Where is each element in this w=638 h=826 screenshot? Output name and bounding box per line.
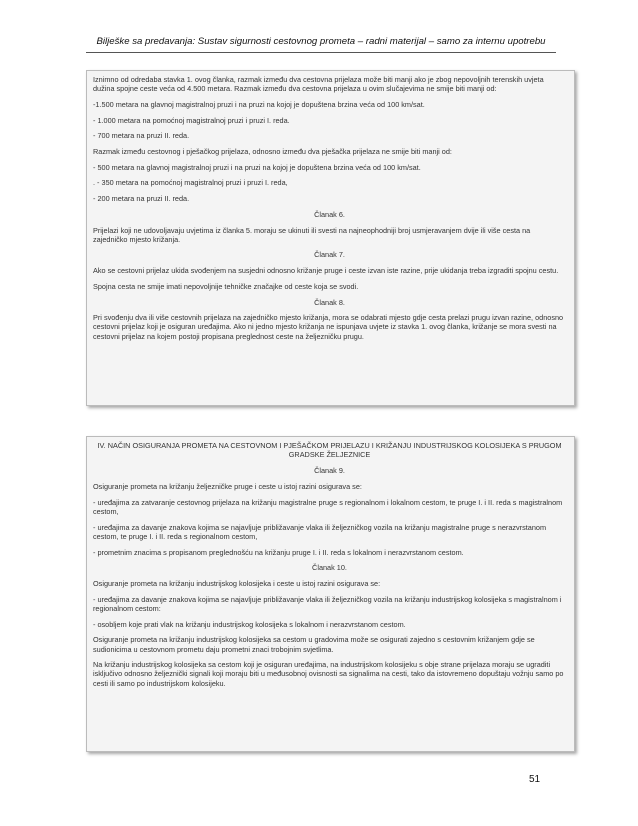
article-heading-9: Članak 9. [314, 466, 345, 476]
paragraph-distance-200: - 200 metara na pruzi II. reda. [93, 194, 190, 204]
paragraph-article-6: Prijelazi koji ne udovoljavaju uvjetima iz članka 5. moraju se ukinuti ili svesti na najneophodniji broj usmjeravanjem dvije ili više cesta na zajedničko mjesto križanja. [93, 225, 531, 244]
paragraph-distance-500: - 500 metara na glavnoj magistralnoj pruzi i na pruzi na kojoj je dopuštena brzina veća od 100 km/sat. [93, 162, 421, 172]
page-number: 51 [529, 774, 541, 785]
paragraph-article-8: Pri svođenju dva ili više cestovnih prijelaza na zajedničko mjesto križanja, mora se odabrati mjesto gdje cesta prelazi prugu izvan razine, odnosno cestovni prijelaz koji je osiguran uređajima. Ako ni jedno mjesto križanja ne ispunjava uvjete iz stavka 1. ovog članka, križanje se mora svesti na cestovni prijelaz na kojem postoji propisana preglednost ceste na željezničku prugu. [93, 313, 564, 341]
running-header: Bilješke sa predavanja: Sustav sigurnosti cestovnog prometa – radni materijal – samo za internu upotrebu [96, 36, 546, 47]
paragraph-article-9-item-2: - uređajima za davanje znakova kojima se najavljuje približavanje vlaka ili željezničkog vozila na križanju magistralne pruge s nerazvrstanom cestom, te pruge I. i II. reda s regionalnom cestom, [93, 522, 547, 541]
article-heading-10: Članak 10. [312, 563, 347, 573]
paragraph-article-9-item-1: - uređajima za zatvaranje cestovnog prijelaza na križanju magistralne pruge s regionalnom i lokalnom cestom, te pruge I. i II. reda s magistralnom cestom, [93, 497, 563, 517]
paragraph-article-7-b: Spojna cesta ne smije imati nepovoljnije tehničke značajke od ceste koja se svodi. [93, 281, 359, 291]
paragraph-distance-350: . - 350 metara na pomoćnoj magistralnoj pruzi i pruzi I. reda, [93, 178, 288, 188]
paragraph-distance-700: - 700 metara na pruzi II. reda. [93, 131, 190, 141]
paragraph-distance-1500: -1.500 metara na glavnoj magistralnoj pruzi i na pruzi na kojoj je dopuštena brzina veća od 100 km/sat. [93, 99, 425, 109]
paragraph-exception-clause: Iznimno od odredaba stavka 1. ovog članka, razmak između dva cestovna prijelaza može biti manji ako je zbog nepovoljnih terenskih uvjeta dužina spojne ceste veća od 4.500 metara. Razmak između dva cestovna prijelaza u ovim slučajevima ne smije biti manji od: [93, 75, 544, 94]
paragraph-article-10-intro: Osiguranje prometa na križanju industrijskog kolosijeka i ceste u istoj razini osigurava se: [93, 579, 381, 589]
paragraph-article-10-item-1: - uređajima za davanje znakova kojima se najavljuje približavanje vlaka ili željezničkog vozila na križanju industrijskog kolosijeka s magistralnom i regionalnom cestom: [93, 594, 562, 613]
excerpt-panel-section-iv [86, 436, 575, 752]
article-heading-7: Članak 7. [314, 250, 345, 260]
header-rule [86, 52, 556, 53]
paragraph-pedestrian-distance: Razmak između cestovnog i pješačkog prijelaza, odnosno između dva pješačka prijelaza ne smije biti manji od: [93, 147, 452, 157]
paragraph-article-7-a: Ako se cestovni prijelaz ukida svođenjem na susjedni odnosno križanje pruge i ceste izvan iste razine, prije ukidanja treba izgraditi spojnu cestu. [93, 266, 559, 276]
excerpt-panel-articles-5-8 [86, 70, 575, 406]
article-heading-8: Članak 8. [314, 297, 345, 307]
article-heading-6: Članak 6. [314, 209, 345, 219]
paragraph-article-10-city: Osiguranje prometa na križanju industrijskog kolosijeka sa cestom u gradovima može se osigurati zajedno s cestovnim križanjem gdje se sudionicima u cestovnom prometu daju prometni znaci trobojnim svjetlima. [93, 635, 535, 654]
section-title: IV. NAČIN OSIGURANJA PROMETA NA CESTOVNOM I PJEŠAČKOM PRIJELAZU I KRIŽANJU INDUSTRIJSKOG KOLOSIJEKA S PRUGOM GRADSKE ŽELJEZNICE [97, 441, 562, 460]
paragraph-distance-1000: - 1.000 metara na pomoćnoj magistralnoj pruzi i pruzi I. reda. [93, 115, 290, 125]
paragraph-article-9-intro: Osiguranje prometa na križanju željezničke pruge i ceste u istoj razini osigurava se: [93, 482, 362, 492]
paragraph-article-10-signals: Na križanju industrijskog kolosijeka sa cestom koji je osiguran uređajima, na industrijskom kolosijeku s obje strane prijelaza moraju se ugraditi isključivo odnosno željeznički signali koji moraju biti u međusobnoj ovisnosti sa signalima na cesti, tako da istovremeno dopuštaju vožnju samo po cesti ili samo po industrijskom kolosijeku. [93, 660, 564, 688]
paragraph-article-9-item-3: - prometnim znacima s propisanom preglednošću na križanju pruge I. i II. reda s lokalnom i nerazvrstanom cestom. [93, 547, 464, 557]
paragraph-article-10-item-2: - osobljem koje prati vlak na križanju industrijskog kolosijeka s lokalnom i nerazvrstanom cestom. [93, 619, 406, 629]
